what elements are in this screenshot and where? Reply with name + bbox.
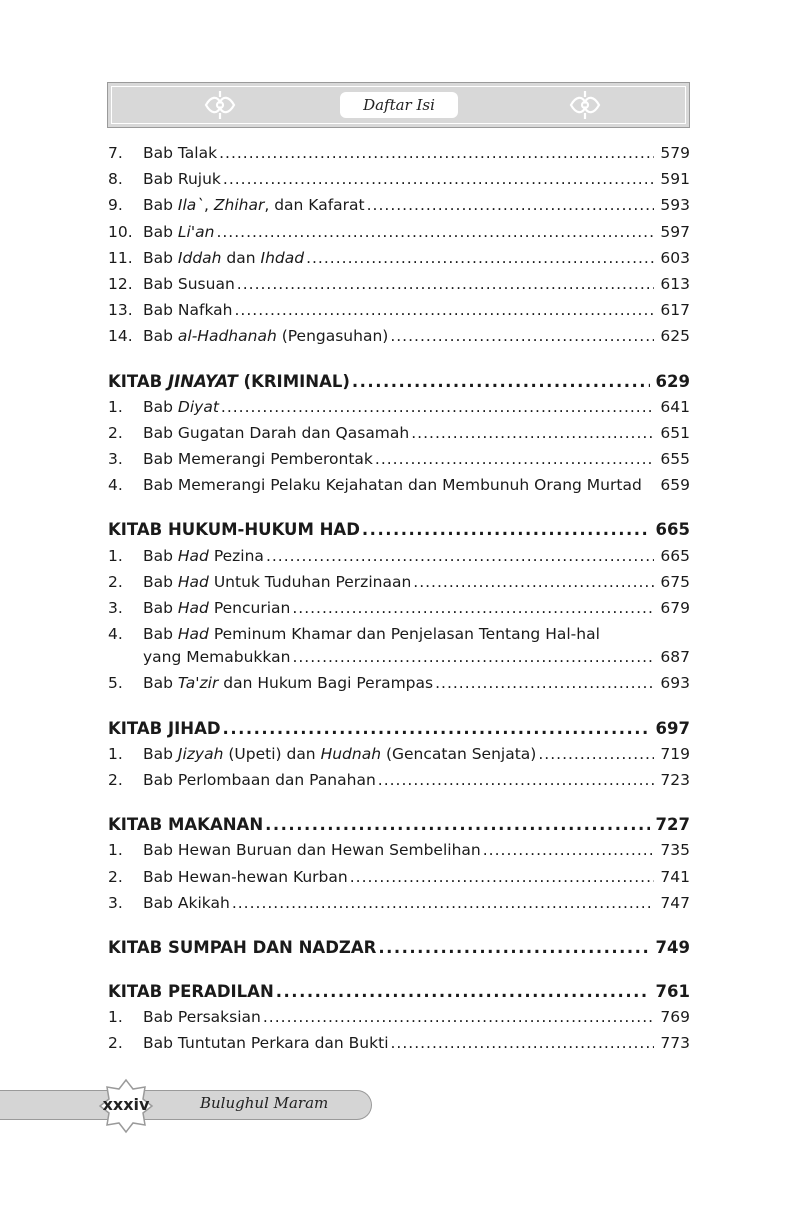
entry-number: 3. <box>108 893 123 912</box>
title-segment: Iddah <box>177 248 222 267</box>
toc-entry-row <box>108 424 690 450</box>
title-segment: Hudnah <box>320 744 382 763</box>
page-number-ref: 625 <box>660 327 690 346</box>
title-segment: (Gencatan Senjata) <box>381 744 537 763</box>
title-segment: , <box>204 196 214 215</box>
entry-number: 7. <box>108 144 123 162</box>
entry-number: 1. <box>108 744 123 763</box>
entry-number: 12. <box>108 274 133 293</box>
toc-entry-row <box>108 674 690 700</box>
dot-leader <box>378 938 649 957</box>
title-segment: Bab Tuntutan Perkara dan Bukti <box>143 1034 389 1053</box>
title-segment: Bab Susuan <box>143 274 235 293</box>
title-segment: Bab Hewan-hewan Kurban <box>143 867 348 886</box>
page-number-ref: 613 <box>660 274 690 293</box>
toc-entry-row <box>108 249 690 275</box>
title-segment: Pezina <box>208 546 264 565</box>
entry-title <box>143 249 304 267</box>
page-number-ref: 747 <box>660 893 690 912</box>
title-segment: Bab Nafkah <box>143 301 233 320</box>
page-number-ref: 727 <box>655 815 690 835</box>
toc-entry-row <box>108 599 690 625</box>
dot-leader <box>352 372 650 391</box>
title-segment: KITAB PERADILAN <box>108 982 274 1002</box>
page-number-ref: 659 <box>660 476 690 495</box>
title-segment: Bab Talak <box>143 144 218 162</box>
entry-title <box>143 648 290 666</box>
entry-number: 3. <box>108 599 123 617</box>
page-number-ref: 735 <box>660 841 690 860</box>
entry-number: 1. <box>108 1008 123 1027</box>
title-segment: Peminum Khamar dan Penjelasan Tentang Hal-hal <box>208 625 600 644</box>
toc-entry-row <box>108 398 690 424</box>
entry-title <box>143 196 365 214</box>
page-number-ref: 679 <box>660 599 690 617</box>
title-segment: (KRIMINAL) <box>237 371 350 391</box>
dot-leader <box>367 196 655 214</box>
dot-leader <box>411 424 654 442</box>
entry-title <box>143 771 376 789</box>
page-number-ref: 629 <box>655 371 690 391</box>
title-segment: Bab <box>143 674 178 693</box>
title-segment: Bab Gugatan Darah dan Qasamah <box>143 423 410 442</box>
dot-leader <box>263 1008 655 1026</box>
title-segment: Diyat <box>177 397 219 416</box>
title-segment: Jizyah <box>177 744 224 763</box>
toc-entry-row <box>108 648 690 674</box>
title-segment: Bab Perlombaan dan Panahan <box>143 770 376 789</box>
page-number-ref: 603 <box>660 248 690 267</box>
title-segment: Ta'zir <box>177 674 219 693</box>
title-segment: Zhihar <box>213 196 265 215</box>
entry-title <box>143 398 219 416</box>
entry-number: 1. <box>108 546 123 565</box>
dot-leader <box>413 573 654 591</box>
page-number-ref: 761 <box>655 982 690 1002</box>
toc-section-row <box>108 982 690 1008</box>
dot-leader <box>276 982 650 1001</box>
dot-leader <box>538 745 654 763</box>
toc-section-row <box>108 520 690 546</box>
entry-number: 2. <box>108 572 123 591</box>
dot-leader <box>292 599 654 617</box>
dot-leader <box>292 648 654 666</box>
toc-entry-row <box>108 476 690 502</box>
entry-title <box>143 275 235 293</box>
toc-entry-row <box>108 327 690 353</box>
entry-title <box>143 894 230 912</box>
left-ornament-icon <box>203 88 237 122</box>
page-number-ref: 769 <box>660 1008 690 1027</box>
toc-entry-row <box>108 573 690 599</box>
right-ornament-icon <box>568 88 602 122</box>
title-segment: Bab <box>143 599 178 617</box>
dot-leader <box>266 547 654 565</box>
section-title <box>108 372 350 391</box>
page-number-ref: 723 <box>660 770 690 789</box>
toc-entry-row <box>108 1008 690 1034</box>
entry-number: 1. <box>108 397 123 416</box>
entry-title <box>143 450 373 468</box>
section-title <box>108 815 263 834</box>
toc-entry-row <box>108 450 690 476</box>
toc-entry-row <box>108 625 690 648</box>
page-title: Daftar Isi <box>340 92 458 118</box>
title-segment: Bab <box>143 397 178 416</box>
entry-title <box>143 868 348 886</box>
page-number-ref: 773 <box>660 1034 690 1053</box>
toc-entry-row <box>108 841 690 867</box>
dot-leader <box>306 249 654 267</box>
title-segment: Bab <box>143 744 178 763</box>
dot-leader <box>265 815 649 834</box>
entry-number: 1. <box>108 841 123 860</box>
page-number-ref: 617 <box>660 301 690 320</box>
entry-number: 11. <box>108 248 133 267</box>
entry-title <box>143 327 388 345</box>
title-segment: KITAB SUMPAH DAN NADZAR <box>108 937 377 957</box>
toc-section-row <box>108 815 690 841</box>
title-segment: Pencurian <box>208 599 291 617</box>
entry-title <box>143 170 221 188</box>
entry-number: 14. <box>108 327 133 346</box>
entry-number: 3. <box>108 450 123 469</box>
entry-title <box>143 301 232 319</box>
dot-leader <box>390 327 654 345</box>
entry-number: 4. <box>108 476 123 495</box>
title-segment: (Upeti) dan <box>223 744 321 763</box>
entry-number: 2. <box>108 867 123 886</box>
dot-leader <box>234 301 654 319</box>
title-segment: Bab <box>143 625 178 644</box>
entry-title <box>143 841 481 859</box>
table-of-contents <box>108 144 690 1061</box>
page-number-ref: 651 <box>660 423 690 442</box>
toc-entry-row <box>108 301 690 327</box>
toc-entry-row <box>108 196 690 222</box>
dot-leader <box>362 520 650 539</box>
title-segment: KITAB HUKUM-HUKUM HAD <box>108 520 360 540</box>
title-segment: Bab Rujuk <box>143 170 221 189</box>
section-title <box>108 982 274 1001</box>
title-segment: Ila` <box>177 196 205 215</box>
title-segment: (Pengasuhan) <box>276 327 389 346</box>
page-number-ref: 591 <box>660 170 690 189</box>
toc-entry-row <box>108 170 690 196</box>
toc-entry-row <box>108 144 690 170</box>
title-segment: Ihdad <box>260 248 305 267</box>
title-segment: Bab Hewan Buruan dan Hewan Sembelihan <box>143 841 481 860</box>
title-segment: KITAB JIHAD <box>108 718 221 738</box>
dot-leader <box>223 719 650 738</box>
toc-entry-row <box>108 547 690 573</box>
entry-title <box>143 674 433 692</box>
entry-title <box>143 573 411 591</box>
toc-entry-row <box>108 894 690 920</box>
entry-number: 8. <box>108 170 123 189</box>
page-number-ref: 579 <box>660 144 690 162</box>
entry-title <box>143 599 290 617</box>
title-segment: yang Memabukkan <box>143 648 291 667</box>
title-segment: Bab <box>143 546 178 565</box>
entry-title <box>143 1034 389 1052</box>
page-number-ref: 697 <box>655 718 690 738</box>
section-title <box>108 520 360 539</box>
entry-number: 2. <box>108 770 123 789</box>
title-segment: Had <box>177 572 209 591</box>
title-segment: dan <box>221 248 261 267</box>
title-segment: Had <box>177 546 209 565</box>
title-segment: Bab <box>143 572 178 591</box>
title-segment: Had <box>177 625 209 644</box>
dot-leader <box>221 398 655 416</box>
entry-number: 2. <box>108 1034 123 1053</box>
section-title <box>108 938 376 957</box>
page-number-ref: 641 <box>660 397 690 416</box>
title-segment: Bab <box>143 248 178 267</box>
dot-leader <box>350 868 655 886</box>
title-segment: Bab <box>143 222 178 241</box>
dot-leader <box>223 170 655 188</box>
entry-title <box>143 223 214 241</box>
dot-leader <box>219 144 654 162</box>
entry-title <box>143 625 600 643</box>
page-number-ref: 655 <box>660 450 690 469</box>
title-segment: dan Hukum Bagi Perampas <box>218 674 434 693</box>
book-title: Bulughul Maram <box>200 1094 329 1112</box>
title-segment: Li'an <box>177 222 215 241</box>
entry-title <box>143 1008 261 1026</box>
page-number-ref: 741 <box>660 867 690 886</box>
toc-entry-row <box>108 771 690 797</box>
entry-number: 13. <box>108 301 133 320</box>
toc-entry-row <box>108 745 690 771</box>
entry-title <box>143 745 536 763</box>
entry-number: 10. <box>108 222 133 241</box>
title-segment: JINAYAT <box>168 371 238 391</box>
title-segment: Bab Memerangi Pelaku Kejahatan dan Membunuh Orang Murtad <box>143 476 642 495</box>
title-segment: Untuk Tuduhan Perzinaan <box>208 572 412 591</box>
page-number-ref: 665 <box>655 520 690 540</box>
entry-title <box>143 424 409 442</box>
header-banner <box>107 82 690 128</box>
dot-leader <box>237 275 655 293</box>
dot-leader <box>391 1034 655 1052</box>
page-number-ref: 593 <box>660 196 690 215</box>
title-segment: Bab Akikah <box>143 893 230 912</box>
title-segment: Bab <box>143 196 178 215</box>
title-segment: , dan Kafarat <box>264 196 365 215</box>
toc-entry-row <box>108 868 690 894</box>
toc-entry-row <box>108 275 690 301</box>
toc-section-row <box>108 719 690 745</box>
entry-title <box>143 476 642 494</box>
dot-leader <box>216 223 654 241</box>
page-number-ref: 693 <box>660 674 690 693</box>
page-number: xxxiv <box>102 1095 150 1114</box>
toc-entry-row <box>108 223 690 249</box>
title-segment: Bab Persaksian <box>143 1008 261 1027</box>
title-segment: al-Hadhanah <box>177 327 277 346</box>
dot-leader <box>378 771 655 789</box>
dot-leader <box>375 450 655 468</box>
entry-number: 9. <box>108 196 123 215</box>
entry-title <box>143 547 264 565</box>
section-title <box>108 719 221 738</box>
toc-section-row <box>108 372 690 398</box>
dot-leader <box>232 894 655 912</box>
page-number-ref: 675 <box>660 572 690 591</box>
page-number-ref: 665 <box>660 546 690 565</box>
title-segment: Bab Memerangi Pemberontak <box>143 450 373 469</box>
page-number-ref: 597 <box>660 222 690 241</box>
dot-leader <box>435 674 654 692</box>
page-number-ref: 719 <box>660 744 690 763</box>
toc-entry-row <box>108 1034 690 1060</box>
entry-title <box>143 144 217 162</box>
title-segment: KITAB <box>108 371 168 391</box>
entry-number: 2. <box>108 423 123 442</box>
toc-section-row <box>108 938 690 964</box>
page-number-ref: 749 <box>655 937 690 957</box>
title-segment: Bab <box>143 327 178 346</box>
title-segment: KITAB MAKANAN <box>108 815 264 835</box>
entry-number: 4. <box>108 625 123 644</box>
dot-leader <box>483 841 655 859</box>
title-segment: Had <box>177 599 209 617</box>
page-number-ref: 687 <box>660 648 690 667</box>
entry-number: 5. <box>108 674 123 693</box>
